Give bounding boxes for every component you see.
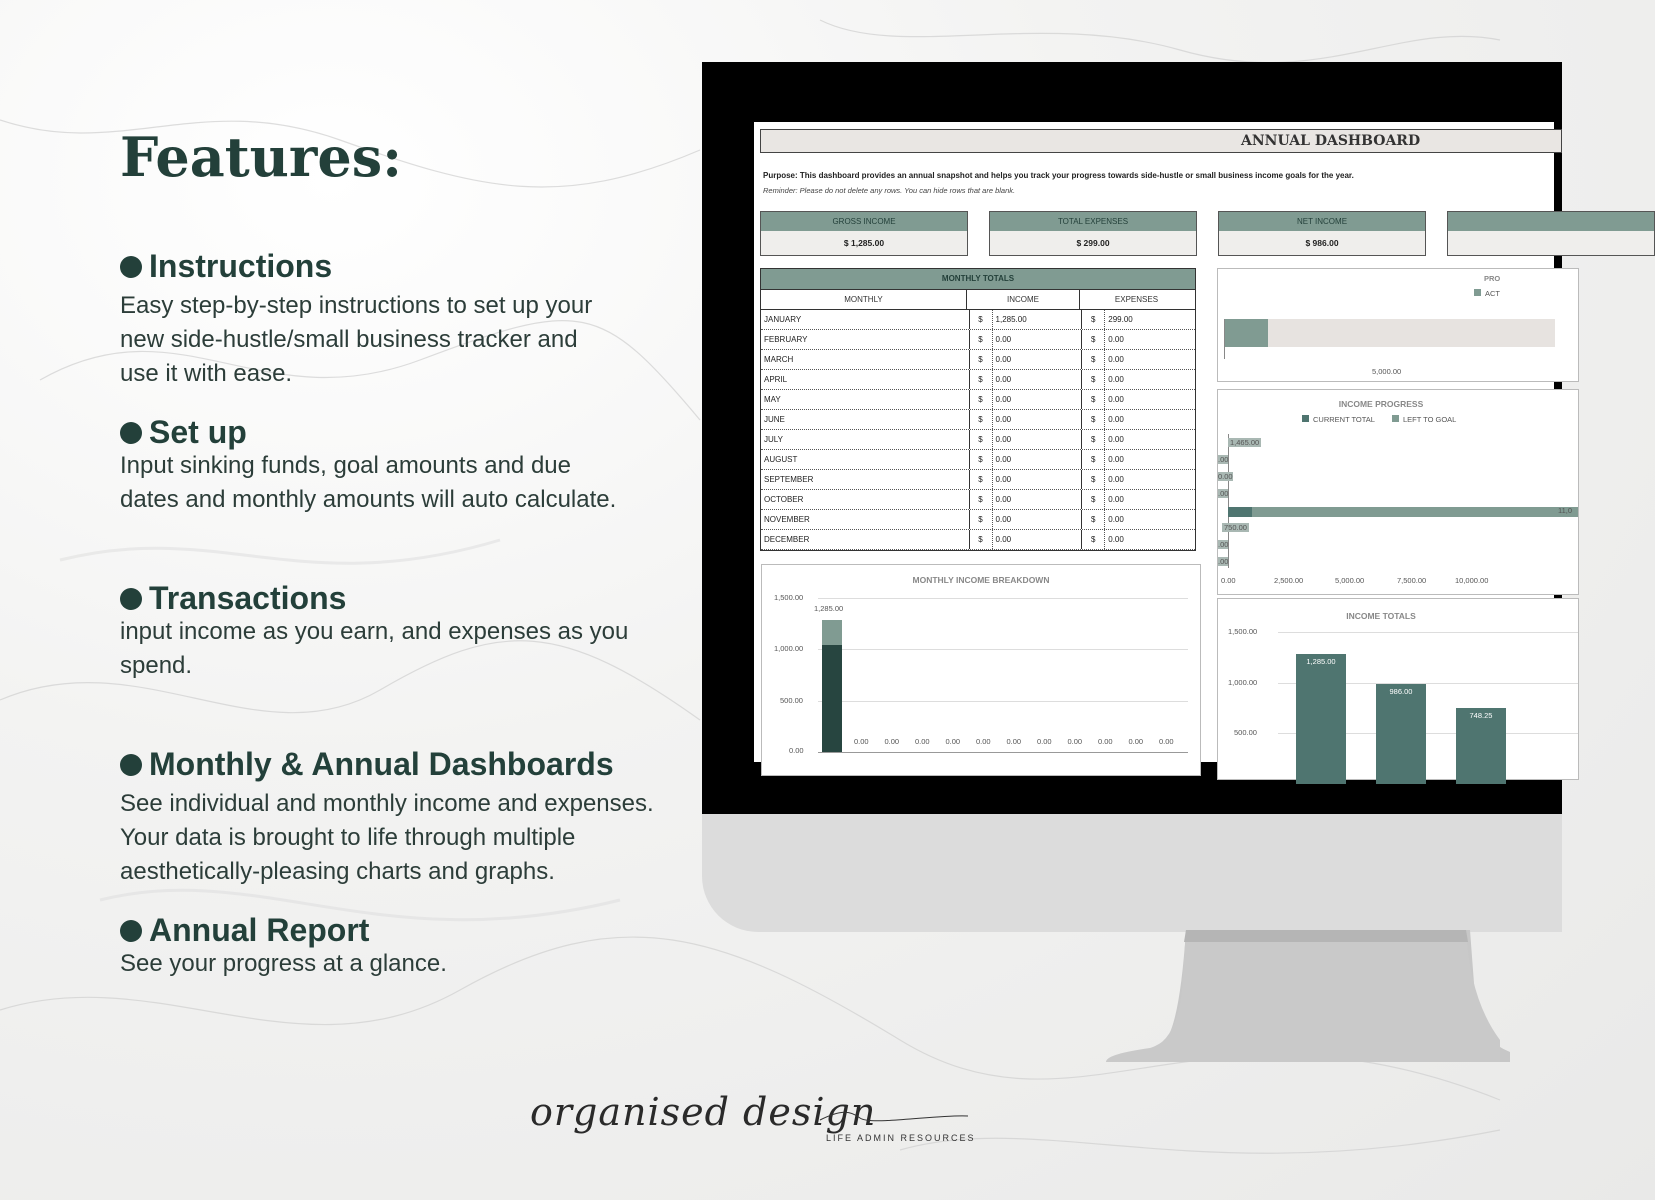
month-cell: AUGUST [761, 450, 970, 469]
month-cell: DECEMBER [761, 530, 970, 549]
expenses-cell: 0.00 [1108, 375, 1124, 384]
income-cell: 0.00 [995, 515, 1012, 524]
table-row [761, 490, 1195, 510]
expenses-cell: 0.00 [1108, 335, 1124, 344]
x-tick: 2,500.00 [1274, 576, 1304, 585]
kpi-net-income [1218, 211, 1426, 256]
feature-heading: Annual Report [149, 912, 370, 948]
currency-cell: $ [970, 330, 993, 349]
bar [822, 620, 842, 752]
legend-label: ACT [1485, 289, 1500, 298]
legend-label: LEFT TO GOAL [1403, 415, 1457, 424]
bar-segment [822, 645, 842, 752]
bar-label: 748.25 [1469, 711, 1493, 721]
monitor [702, 62, 1573, 932]
bar-label: .00 [1218, 540, 1229, 549]
data-label: 0.00 [1067, 737, 1083, 746]
monthly-totals-title: MONTHLY TOTALS [761, 269, 1195, 290]
y-tick: 0.00 [789, 746, 804, 755]
y-tick: 500.00 [1234, 728, 1257, 737]
data-label: 0.00 [1128, 737, 1144, 746]
income-cell: 0.00 [995, 375, 1012, 384]
data-label: 0.00 [915, 737, 930, 746]
x-axis [818, 752, 1188, 753]
legend-label: CURRENT TOTAL [1313, 415, 1375, 424]
reminder-text: Reminder: Please do not delete any rows. You can hide rows that are blank. [763, 186, 1016, 195]
column-header: INCOME [967, 290, 1080, 309]
bar-label: 986.00 [1389, 687, 1413, 697]
month-cell: MAY [761, 390, 970, 409]
table-row [761, 310, 1195, 330]
y-tick: 1,000.00 [1228, 678, 1258, 687]
kpi-label: GROSS INCOME [761, 212, 967, 231]
table-row [761, 330, 1195, 350]
bar [1376, 684, 1426, 784]
bar-label: .00 [1218, 557, 1229, 566]
feature-line: spend. [120, 652, 193, 679]
month-cell: APRIL [761, 370, 970, 389]
purpose-text: Purpose: This dashboard provides an annual snapshot and helps you track your progress towards side-hustle or small business income goals for the year. [763, 171, 1354, 180]
currency-cell: $ [970, 510, 993, 529]
income-cell: 0.00 [995, 335, 1012, 344]
legend-swatch [1302, 415, 1309, 422]
month-cell: FEBRUARY [761, 330, 970, 349]
expenses-cell: 0.00 [1108, 395, 1124, 404]
currency-cell: $ [1082, 310, 1105, 329]
income-cell: 0.00 [995, 395, 1012, 404]
currency-cell: $ [1082, 470, 1105, 489]
month-cell: NOVEMBER [761, 510, 970, 529]
current-total-bar [1228, 507, 1252, 517]
bullet-icon [120, 754, 142, 776]
feature-dashboards [120, 746, 700, 889]
feature-line: Your data is brought to life through multiple [120, 824, 576, 851]
feature-annual-report [120, 912, 700, 981]
bullet-icon [120, 920, 142, 942]
kpi-value: $ 986.00 [1219, 231, 1425, 255]
kpi-label: NET INCOME [1219, 212, 1425, 231]
table-row [761, 450, 1195, 470]
x-tick: 10,000.00 [1455, 576, 1489, 585]
income-cell: 0.00 [995, 495, 1012, 504]
expenses-cell: 0.00 [1108, 455, 1124, 464]
legend-swatch [1474, 289, 1481, 296]
dashboard-title: ANNUAL DASHBOARD [1241, 133, 1421, 149]
currency-cell: $ [970, 430, 993, 449]
monthly-income-breakdown-chart [761, 564, 1201, 776]
monthly-totals-table [760, 268, 1196, 551]
progress-track [1225, 319, 1555, 347]
bar [1296, 654, 1346, 784]
feature-instructions [120, 248, 700, 391]
currency-cell: $ [970, 490, 993, 509]
data-label: 0.00 [854, 737, 869, 746]
kpi-label: TOTAL EXPENSES [990, 212, 1196, 231]
brand-name: organised design [530, 1090, 877, 1134]
feature-line: use it with ease. [120, 360, 293, 387]
monitor-stand-base [1106, 930, 1500, 1062]
data-label: 0.00 [1098, 737, 1113, 746]
axis-label: 5,000.00 [1372, 367, 1402, 376]
feature-line: See individual and monthly income and expenses. [120, 790, 654, 817]
currency-cell: $ [1082, 330, 1105, 349]
expenses-cell: 0.00 [1108, 355, 1124, 364]
income-cell: 0.00 [995, 475, 1012, 484]
y-tick: 1,000.00 [774, 644, 804, 653]
table-header-row [761, 290, 1195, 310]
data-label: 0.00 [1006, 737, 1022, 746]
bar-label: 1,285.00 [1306, 656, 1336, 666]
table-body [761, 310, 1195, 550]
progress-fill [1225, 319, 1268, 347]
brand-tagline: LIFE ADMIN RESOURCES [826, 1133, 976, 1143]
feature-line: input income as you earn, and expenses as you [120, 618, 629, 645]
bar-label: 0.00 [1218, 472, 1233, 481]
income-cell: 0.00 [995, 535, 1012, 544]
expenses-cell: 299.00 [1108, 315, 1133, 324]
currency-cell: $ [970, 310, 993, 329]
chart-title: INCOME PROGRESS [1338, 399, 1424, 409]
y-tick: 500.00 [780, 696, 803, 705]
currency-cell: $ [1082, 350, 1105, 369]
month-cell: MARCH [761, 350, 970, 369]
feature-heading: Set up [149, 414, 247, 450]
month-cell: SEPTEMBER [761, 470, 970, 489]
income-cell: 0.00 [995, 355, 1012, 364]
bullet-icon [120, 422, 142, 444]
bar-label: 1,465.00 [1230, 438, 1260, 447]
legend-swatch [1392, 415, 1399, 422]
expenses-cell: 0.00 [1108, 535, 1124, 544]
income-cell: 0.00 [995, 435, 1012, 444]
currency-cell: $ [970, 530, 993, 549]
dashboard-title-bar [760, 129, 1562, 153]
expenses-cell: 0.00 [1108, 435, 1124, 444]
feature-line: Easy step-by-step instructions to set up your [120, 292, 593, 319]
data-label: 0.00 [945, 737, 961, 746]
currency-cell: $ [1082, 370, 1105, 389]
y-tick: 1,500.00 [774, 593, 804, 602]
column-header: MONTHLY [761, 290, 967, 309]
chart-title: MONTHLY INCOME BREAKDOWN [912, 575, 1050, 585]
income-cell: 1,285.00 [995, 315, 1027, 324]
x-tick: 7,500.00 [1397, 576, 1427, 585]
kpi-value: $ 299.00 [990, 231, 1196, 255]
expenses-cell: 0.00 [1108, 475, 1124, 484]
progress-title: PRO [1484, 274, 1501, 283]
bar-label: .00 [1218, 489, 1229, 498]
feature-heading: Monthly & Annual Dashboards [149, 746, 614, 782]
feature-transactions [120, 580, 700, 683]
data-label: 0.00 [1037, 737, 1052, 746]
month-cell: JANUARY [761, 310, 970, 329]
feature-heading: Instructions [149, 248, 333, 284]
features-title: Features: [120, 125, 403, 189]
brand-swash [820, 1108, 970, 1128]
currency-cell: $ [1082, 450, 1105, 469]
expenses-cell: 0.00 [1108, 515, 1124, 524]
currency-cell: $ [970, 350, 993, 369]
feature-line: new side-hustle/small business tracker and [120, 326, 578, 353]
currency-cell: $ [970, 410, 993, 429]
data-label: 0.00 [976, 737, 991, 746]
y-tick: 1,500.00 [1228, 627, 1258, 636]
bar-label: 750.00 [1224, 523, 1247, 532]
table-row [761, 410, 1195, 430]
month-cell: JULY [761, 430, 970, 449]
chart-title: INCOME TOTALS [1346, 611, 1416, 621]
kpi-gross-income [760, 211, 968, 256]
kpi-partial [1447, 211, 1655, 256]
column-header: EXPENSES [1114, 295, 1159, 304]
currency-cell: $ [970, 470, 993, 489]
dashboard-screen [754, 122, 1573, 762]
table-row [761, 470, 1195, 490]
feature-line: See your progress at a glance. [120, 950, 447, 977]
currency-cell: $ [1082, 510, 1105, 529]
feature-heading: Transactions [149, 580, 347, 616]
x-tick: 0.00 [1221, 576, 1236, 585]
currency-cell: $ [1082, 490, 1105, 509]
currency-cell: $ [1082, 430, 1105, 449]
bar-label: .00 [1218, 455, 1229, 464]
currency-cell: $ [1082, 390, 1105, 409]
feature-line: Input sinking funds, goal amounts and due [120, 452, 571, 479]
monitor-bezel [702, 62, 1573, 814]
x-tick: 5,000.00 [1335, 576, 1365, 585]
currency-cell: $ [1082, 530, 1105, 549]
data-label: 0.00 [884, 737, 900, 746]
month-cell: OCTOBER [761, 490, 970, 509]
brand-logo [530, 1090, 980, 1160]
bullet-icon [120, 256, 142, 278]
table-row [761, 350, 1195, 370]
bar [1456, 708, 1506, 784]
expenses-cell: 0.00 [1108, 415, 1124, 424]
data-label: 1,285.00 [814, 604, 844, 613]
bullet-icon [120, 588, 142, 610]
table-row [761, 430, 1195, 450]
feature-set-up [120, 414, 700, 517]
income-cell: 0.00 [995, 455, 1012, 464]
feature-line: dates and monthly amounts will auto calculate. [120, 486, 617, 513]
currency-cell: $ [970, 370, 993, 389]
kpi-total-expenses [989, 211, 1197, 256]
bar-label: 11,0 [1558, 506, 1573, 515]
month-cell: JUNE [761, 410, 970, 429]
income-progress-chart [1217, 389, 1579, 595]
feature-line: aesthetically-pleasing charts and graphs. [120, 858, 555, 885]
income-totals-chart [1217, 598, 1579, 780]
expenses-cell: 0.00 [1108, 495, 1124, 504]
currency-cell: $ [970, 450, 993, 469]
table-row [761, 510, 1195, 530]
progress-panel [1217, 268, 1579, 382]
left-to-goal-bar [1228, 507, 1578, 517]
kpi-value: $ 1,285.00 [761, 231, 967, 255]
table-row [761, 530, 1195, 550]
currency-cell: $ [1082, 410, 1105, 429]
income-cell: 0.00 [995, 415, 1012, 424]
table-row [761, 370, 1195, 390]
data-label: 0.00 [1159, 737, 1174, 746]
currency-cell: $ [970, 390, 993, 409]
table-row [761, 390, 1195, 410]
